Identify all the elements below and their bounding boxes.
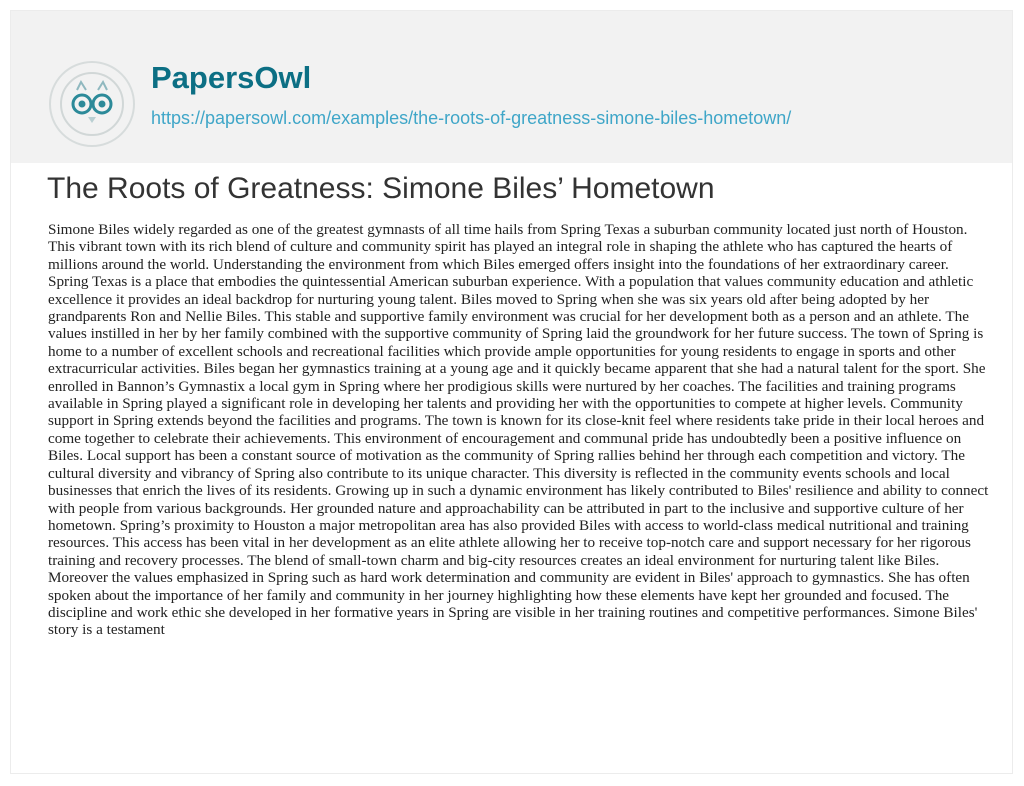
article-title: The Roots of Greatness: Simone Biles’ Hometown [47, 172, 715, 205]
brand-name[interactable]: PapersOwl [151, 60, 312, 95]
owl-logo-icon [48, 60, 136, 148]
source-url-link[interactable]: https://papersowl.com/examples/the-roots-of-greatness-simone-biles-hometown/ [151, 108, 792, 128]
article-body: Simone Biles widely regarded as one of the greatest gymnasts of all time hails from Spring Texas a suburban community located just north of Houston. This vibrant town with its rich blend of culture and community spirit has played an integral role in shaping the athlete who has captured the hearts of millions around the world. Understanding the environment from which Biles emerged offers insight into the foundations of her extraordinary career. Spring Texas is a place that embodies the quintessential American suburban experience. With a population that values community education and athletic excellence it provides an ideal backdrop for nurturing young talent. Biles moved to Spring when she was six years old after being adopted by her grandparents Ron and Nellie Biles. This stable and supportive family environment was crucial for her development both as a person and an athlete. The values instilled in her by her family combined with the supportive community of Spring laid the groundwork for her future success. The town of Spring is home to a number of excellent schools and recreational facilities which provide ample opportunities for young residents to engage in sports and other extracurricular activities. Biles began her gymnastics training at a young age and it quickly became apparent that she had a natural talent for the sport. She enrolled in Bannon’s Gymnastix a local gym in Spring where her prodigious skills were nurtured by her coaches. The facilities and training programs available in Spring played a significant role in developing her talents and providing her with the opportunities to compete at higher levels. Community support in Spring extends beyond the facilities and programs. The town is known for its close-knit feel where residents take pride in their local heroes and come together to celebrate their achievements. This environment of encouragement and communal pride has undoubtedly been a positive influence on Biles. Local support has been a constant source of motivation as the community of Spring rallies behind her through each competition and victory. The cultural diversity and vibrancy of Spring also contribute to its unique character. This diversity is reflected in the community events schools and local businesses that enrich the lives of its residents. Growing up in such a dynamic environment has likely contributed to Biles' resilience and ability to connect with people from various backgrounds. Her grounded nature and approachability can be attributed in part to the inclusive and supportive culture of her hometown. Spring’s proximity to Houston a major metropolitan area has also provided Biles with access to world-class medical nutritional and training resources. This access has been vital in her development as an elite athlete allowing her to receive top-notch care and support necessary for her rigorous training and recovery processes. The blend of small-town charm and big-city resources creates an ideal environment for nurturing talent like Biles. Moreover the values emphasized in Spring such as hard work determination and community are evident in Biles' approach to gymnastics. She has often spoken about the importance of her family and community in her journey highlighting how these elements have kept her grounded and focused. The discipline and work ethic she developed in her formative years in Spring are visible in her training routines and competitive performances. Simone Biles' story is a testament [48, 221, 989, 639]
